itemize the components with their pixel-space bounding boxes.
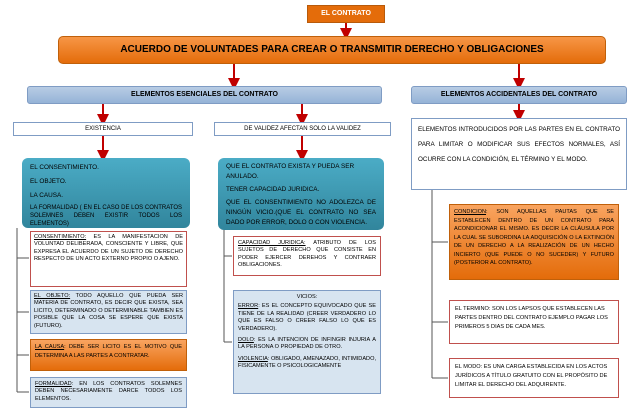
existencia-list [22,158,190,228]
validez-item: TENER CAPACIDAD JURIDICA. [226,186,320,193]
validez-item: QUE EL CONSENTIMIENTO NO ADOLEZCA DE NINGÚN VICIO.(QUE EL CONTRATO NO SEA DADO POR ERROR, DOLO O CON VIOLENCIA. [226,199,376,226]
formalidad-text: : EN LOS CONTRATOS SOLEMNES DEBEN NECESARIAMENTE DARCE TODOS LOS ELEMENTOS. [35,381,182,402]
dolo-text: : ES LA INTENCION DE INFINGIR INJURIA A LA PERSONA O PROPIEDAD DE OTRO. [238,337,376,351]
elementos-accidentales-header: ELEMENTOS ACCIDENTALES DEL CONTRATO [411,86,627,104]
existencia-item: EL OBJETO. [30,178,67,185]
consentimiento-term: CONSENTIMIENTO: [34,234,87,240]
violencia-text: : OBLIGADO, AMENAZADO, INTIMIDADO, FISICAMENTE O PSICOLOGICAMENTE [238,355,377,370]
dolo-term: DOLO [238,337,254,344]
existencia-item: LA FORMALIDAD ( EN EL CASO DE LOS CONTRATOS SOLEMNES DEBEN EXISTIR TODOS LOS ELEMENTOS) [30,205,182,227]
vicios-title: VICIOS: [296,294,318,300]
objeto-box [30,290,187,334]
capacidad-term: CAPACIDAD JURIDICA: [238,240,306,246]
accidentales-description: ELEMENTOS INTRODUCIDOS POR LAS PARTES EN EL CONTRATO PARA LIMITAR O MODIFICAR SUS EFECTOS NORMALES, ASÍ OCURRE CON LA CONDICIÓN, EL TÉRMINO Y EL MODO. [411,118,627,190]
causa-text: : DEBE SER LICITO ES EL MOTIVO QUE DETERMINA A LAS PARTES A CONTRATAR. [35,344,183,359]
condicion-box [449,204,619,280]
validez-list [218,158,384,230]
validez-item: QUE EL CONTRATO EXISTA Y PUEDA SER ANULADO. [226,163,355,180]
existencia-item: EL CONSENTIMIENTO. [30,164,99,171]
violencia-term: VIOLENCIA [238,355,268,362]
error-term: ERROR [238,303,259,310]
error-text: : ES EL CONCEPTO EQUIVOCADO QUE SE TIENE DE LA REALIDAD (CREER VERDADERO LO QUE ES FALSO O CREER FALSO LO QUE ES VERDADERO). [238,303,376,332]
formalidad-box [30,377,187,408]
capacidad-box [233,236,381,276]
capacidad-text: ATRIBUTO DE LOS SUJETOS DE DERECHO QUE CONSISTE EN PODER EJERCER DEREHOS Y CONTRAER OBLIGACIONES. [238,240,376,269]
validez-label: DE VALIDEZ AFECTAN SOLO LA VALIDEZ [214,122,391,136]
objeto-term: EL OBJETO: [34,293,71,299]
objeto-text: TODO AQUELLO QUE PUEDA SER MATERIA DE CONTRATO, ES DECIR QUE EXISTA, SEA LICITO, DETERMINADO O DETERMINABLE TAMBIEN ES POSIBLE QUE LA COSA SE ESPERE QUE EXISTA (FUTURO). [34,293,183,329]
elementos-esenciales-header: ELEMENTOS ESENCIALES DEL CONTRATO [27,86,382,104]
consentimiento-box [30,231,187,287]
existencia-item: LA CAUSA. [30,192,64,199]
condicion-term: CONDICION [454,209,487,215]
condicion-text: : SON AQUELLAS PAUTAS QUE SE ESTABLECEN DENTRO DE UN CONTRATO PARA ACONDICIONAR EL MISMO. ES DECIR LA CLÁUSULA POR LA CUAL SE SUBORDINA LA ADQUISICIÓN O LA EXTINCIÓN DE UN DERECHO A LA REALIZACIÓN DE UN HECHO INCIERTO (QUE PUEDE O NO SUCEDER) Y FUTURO (POSTERIOR AL CONTRATO). [454,209,614,266]
vicios-box [233,290,381,394]
main-definition: ACUERDO DE VOLUNTADES PARA CREAR O TRANSMITIR DERECHO Y OBLIGACIONES [58,36,606,64]
modo-box: EL MODO: ES UNA CARGA ESTABLECIDA EN LOS ACTOS JURÍDICOS A TÍTULO GRATUITO CON EL PROPÓSITO DE LIMITAR EL DERECHO DEL ADQUIRENTE. [449,358,619,398]
causa-term: LA CAUSA [35,344,65,350]
causa-box [30,339,187,371]
diagram-title: EL CONTRATO [307,5,385,23]
existencia-label: EXISTENCIA [13,122,193,136]
consentimiento-text: ES LA MANIFESTACION DE VOLUNTAD DELIBERADA, CONSCIENTE Y LIBRE, QUE EXPRESA EL ACUERDO DE UN SUJETO DE DERECHO RESPECTO DE UN ACTO EXTERNO PROPIO O AJENO. [34,234,183,263]
termino-box: EL TERMINO: SON LOS LAPSOS QUE ESTABLECEN LAS PARTES DENTRO DEL CONTRATO EJEMPLO PAGAR LOS PRIMEROS 5 DIAS DE CADA MES. [449,300,619,344]
formalidad-term: FORMALIDAD [35,381,72,387]
